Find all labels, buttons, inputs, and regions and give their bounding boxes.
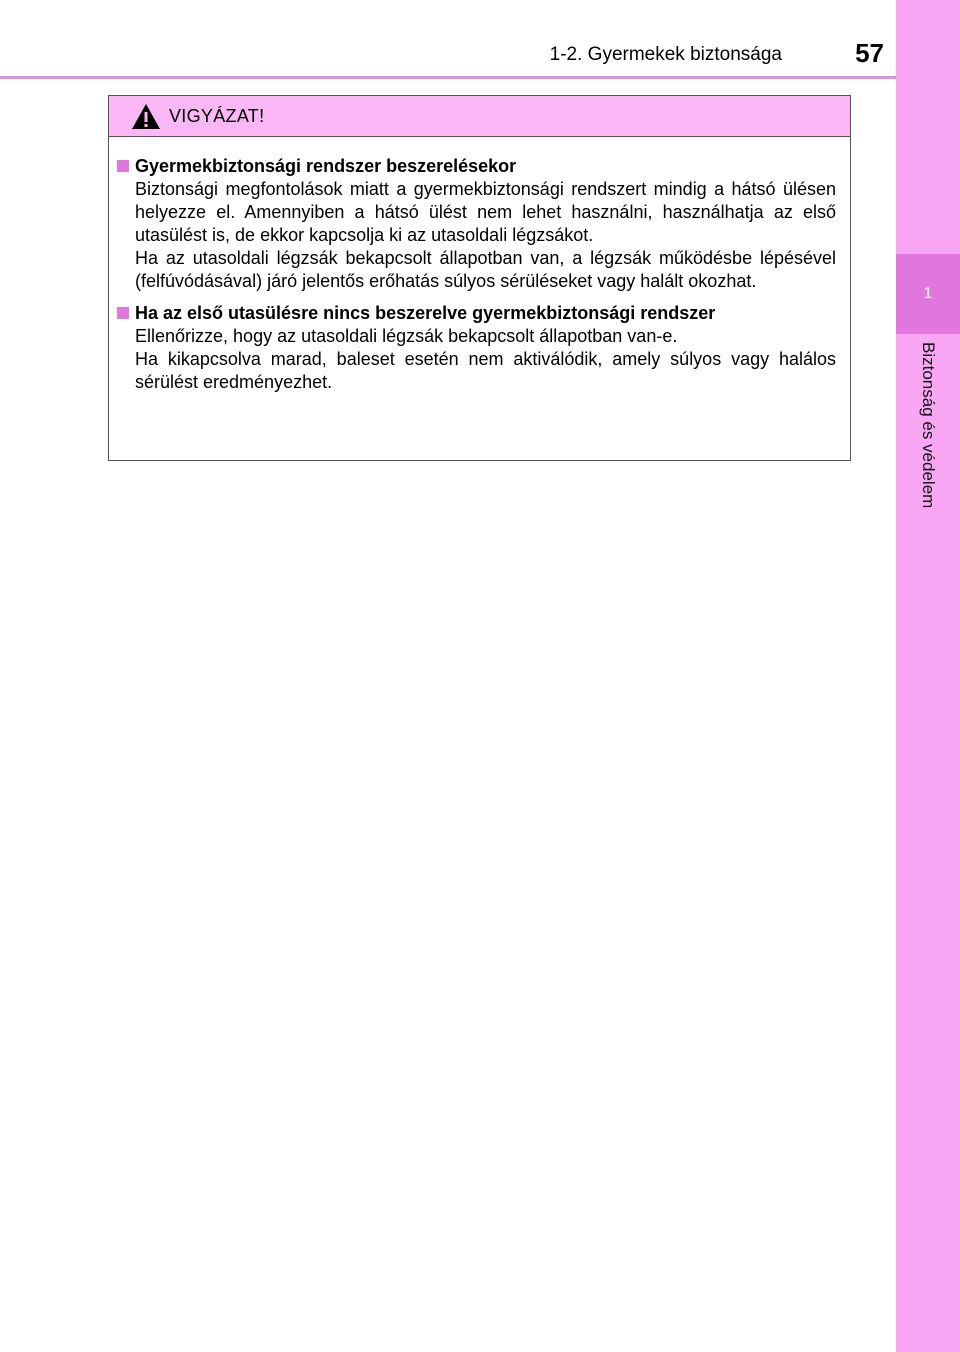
- paragraph: Ellenőrizze, hogy az utasoldali légzsák bekapcsolt állapotban van-e.: [135, 326, 678, 346]
- caution-section: [117, 155, 838, 293]
- page-number: 57: [855, 38, 884, 68]
- section-title: 1-2. Gyermekek biztonsága: [549, 44, 782, 65]
- header-rule: [0, 76, 896, 79]
- caution-title: VIGYÁZAT!: [169, 105, 265, 126]
- warning-triangle-icon: [131, 103, 161, 130]
- section-heading-text: Ha az első utasülésre nincs beszerelve gyermekbiztonsági rendszer: [135, 303, 716, 323]
- paragraph: Biztonsági megfontolások miatt a gyermekbiztonsági rendszert mindig a hátsó ülésen helyezze el. Amennyiben a hátsó ülést nem lehet használni, használhatja az első utasülést is, de ekkor kapcsolja ki az utasoldali légzsákot.: [135, 179, 836, 245]
- chapter-label: Biztonság és védelem: [919, 342, 938, 509]
- paragraph: Ha kikapcsolva marad, baleset esetén nem aktiválódik, amely súlyos vagy halálos sérülést eredményezhet.: [135, 349, 836, 392]
- caution-section: [117, 302, 838, 394]
- paragraph: Ha az utasoldali légzsák bekapcsolt állapotban van, a légzsák működésbe lépésével (felfúvódásával) járó jelentős erőhatás súlyos sérüléseket vagy halált okozhat.: [135, 248, 836, 291]
- caution-header: [109, 96, 850, 137]
- chapter-side-tab: [896, 0, 960, 1352]
- chapter-number: 1: [896, 254, 960, 334]
- square-bullet-icon: [117, 160, 129, 172]
- square-bullet-icon: [117, 307, 129, 319]
- section-heading-text: Gyermekbiztonsági rendszer beszerelésekor: [135, 156, 517, 176]
- caution-body: [109, 137, 850, 394]
- caution-box: [108, 95, 851, 461]
- section-heading: [117, 155, 838, 178]
- section-heading: [117, 302, 838, 325]
